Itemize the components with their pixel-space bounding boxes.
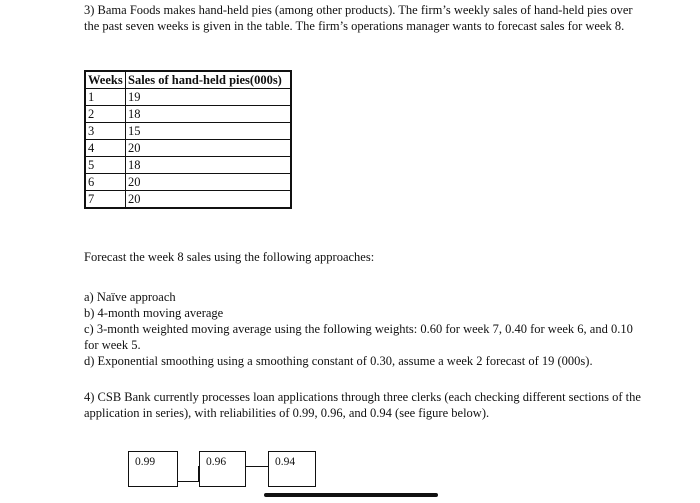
table-row [85,191,291,209]
approach-b: b) 4-month moving average [84,306,224,320]
table-header-row [85,71,291,89]
sales-cell: 20 [126,140,292,157]
approach-a: a) Naïve approach [84,290,176,304]
sales-cell: 15 [126,123,292,140]
forecast-prompt: Forecast the week 8 sales using the following approaches: [84,250,375,264]
table-row [85,106,291,123]
sales-table [84,70,292,209]
question-3-intro: 3) Bama Foods makes hand-held pies (among other products). The firm’s weekly sales of hand-held pies over the past seven weeks is given in the table. The firm’s operations manager wants to forecast sales for week 8. [84,3,633,33]
table-row [85,140,291,157]
sales-cell: 20 [126,174,292,191]
table-row [85,89,291,106]
clerk-box-2: 0.96 [199,451,246,487]
home-indicator-bar [264,493,438,497]
week-cell: 5 [85,157,126,174]
sales-cell: 18 [126,106,292,123]
table-row [85,157,291,174]
week-cell: 4 [85,140,126,157]
sales-cell: 20 [126,191,292,209]
sales-cell: 18 [126,157,292,174]
week-cell: 6 [85,174,126,191]
approach-d: d) Exponential smoothing using a smoothing constant of 0.30, assume a week 2 forecast of 19 (000s). [84,354,593,368]
clerk-box-3: 0.94 [268,451,316,487]
question-4-text: 4) CSB Bank currently processes loan applications through three clerks (each checking different sections of the application in series), with reliabilities of 0.99, 0.96, and 0.94 (see figure below). [84,390,641,420]
week-cell: 7 [85,191,126,209]
clerk-box-1: 0.99 [128,451,178,487]
week-cell: 2 [85,106,126,123]
header-sales: Sales of hand-held pies(000s) [126,71,292,89]
header-weeks: Weeks [85,71,126,89]
approaches-list [84,289,644,369]
table-row [85,174,291,191]
table-row [85,123,291,140]
week-cell: 3 [85,123,126,140]
approach-c: c) 3-month weighted moving average using the following weights: 0.60 for week 7, 0.40 for week 6, and 0.10 for week 5. [84,322,633,352]
connector-line [178,481,199,482]
week-cell: 1 [85,89,126,106]
connector-line [246,466,268,467]
sales-cell: 19 [126,89,292,106]
